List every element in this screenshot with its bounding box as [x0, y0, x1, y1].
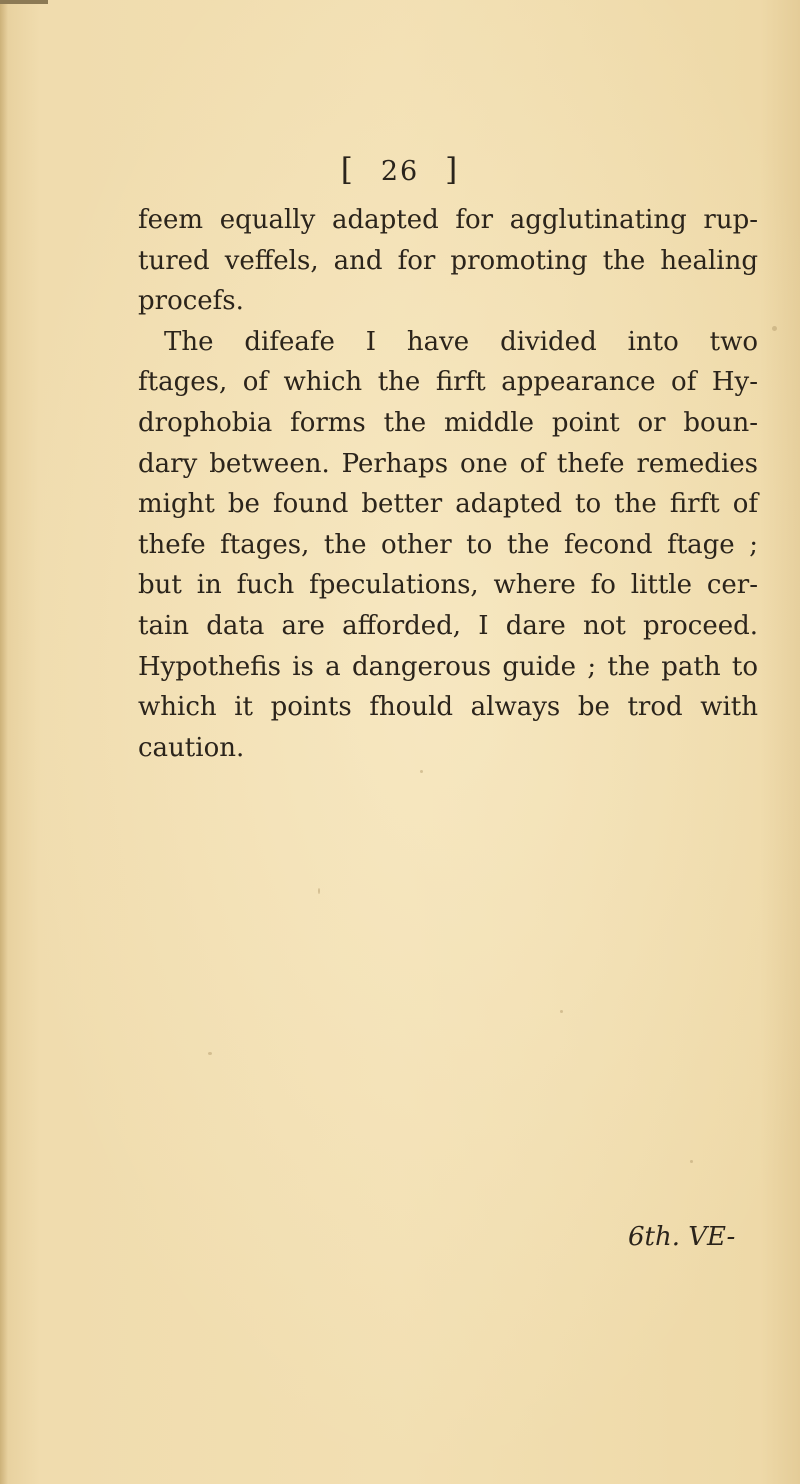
- text-line: tured veffels, and for promoting the healing: [138, 245, 758, 276]
- paper-speck: [208, 1052, 212, 1055]
- catchword: 6th. VE-: [628, 1222, 736, 1252]
- text-line: might be found better adapted to the firft of: [138, 489, 758, 520]
- close-bracket: ]: [445, 152, 460, 188]
- text-line: which it points fhould always be trod with: [138, 692, 758, 723]
- page-number: 26: [380, 156, 420, 187]
- paragraph-start-line: The difeafe I have divided into two: [164, 326, 758, 357]
- text-line: procefs.: [138, 286, 244, 317]
- text-line: but in fuch fpeculations, where fo little cer-: [138, 570, 758, 601]
- text-line: thefe ftages, the other to the fecond ftage ;: [138, 529, 758, 560]
- running-head: [0, 152, 800, 188]
- text-line: tain data are afforded, I dare not proceed.: [138, 610, 758, 641]
- paper-speck: [420, 770, 423, 773]
- text-line: caution.: [138, 732, 245, 763]
- open-bracket: [: [340, 152, 355, 188]
- paper-speck: [772, 326, 777, 331]
- text-line: dary between. Perhaps one of thefe remedies: [138, 448, 758, 479]
- paper-speck: [318, 888, 320, 894]
- body-text: [138, 200, 758, 768]
- text-line: Hypothefis is a dangerous guide ; the path to: [138, 651, 758, 682]
- paper-speck: [690, 1160, 693, 1163]
- corner-mark: [0, 0, 48, 4]
- text-line: drophobia forms the middle point or boun-: [138, 407, 758, 438]
- text-line: feem equally adapted for agglutinating rup-: [138, 205, 758, 235]
- text-line: ftages, of which the firft appearance of Hy-: [138, 367, 758, 398]
- paper-speck: [560, 1010, 563, 1013]
- page-gutter-shadow: [0, 0, 8, 1484]
